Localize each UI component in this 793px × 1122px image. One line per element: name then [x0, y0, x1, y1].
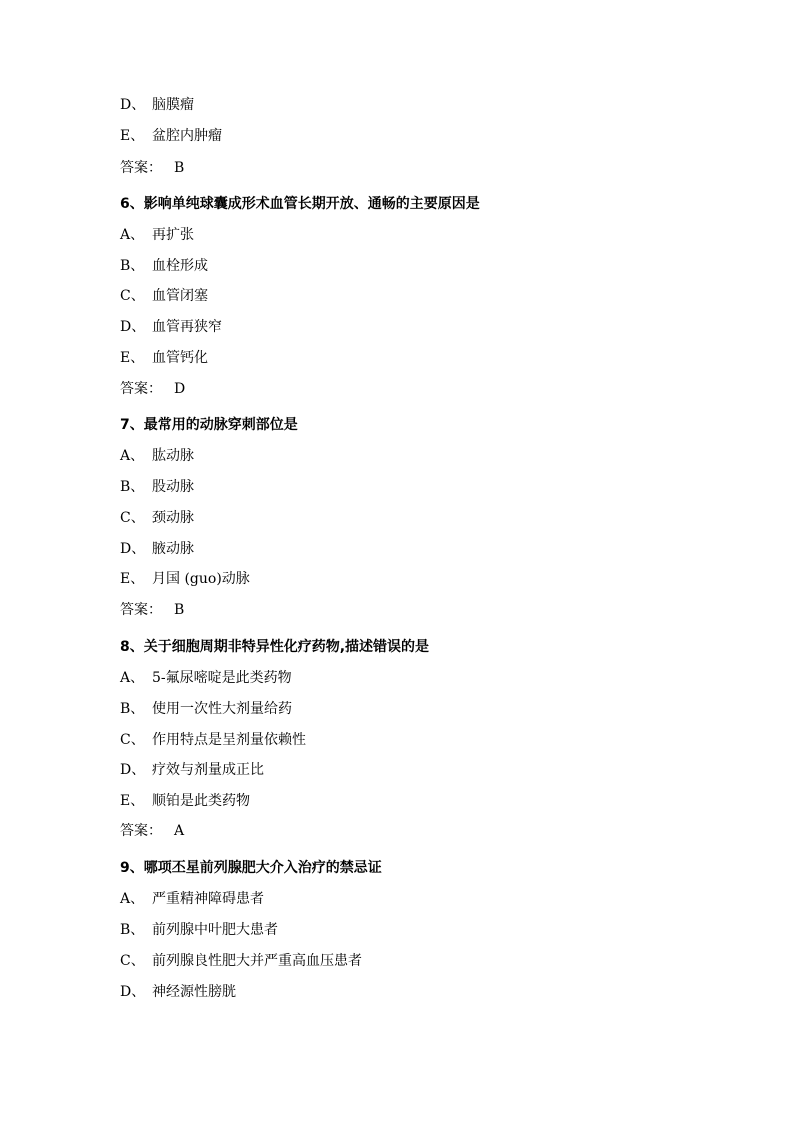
option-letter: C、 [120, 953, 145, 969]
option-line [120, 921, 278, 939]
option-letter: D、 [120, 984, 146, 1000]
option-text: 股动脉 [152, 479, 194, 495]
option-letter: B、 [120, 922, 145, 938]
answer-label: 答案： [120, 602, 162, 618]
option-line [120, 761, 264, 779]
answer-line [120, 822, 184, 840]
answer-label: 答案： [120, 823, 162, 839]
option-text: 血管钙化 [152, 350, 208, 366]
answer-label: 答案： [120, 160, 162, 176]
answer-value: A [174, 823, 185, 839]
option-text: 前列腺中叶肥大患者 [152, 922, 278, 938]
option-text: 血管闭塞 [152, 288, 208, 304]
option-letter: D、 [120, 762, 146, 778]
answer-line [120, 159, 184, 177]
option-line [120, 983, 236, 1001]
answer-label: 答案： [120, 381, 162, 397]
answer-value: D [174, 381, 186, 397]
option-letter: E、 [120, 350, 145, 366]
question-title: 9、哪项丕星前列腺肥大介入治疗的禁忌证 [120, 860, 382, 876]
option-text: 严重精神障碍患者 [152, 891, 264, 907]
option-text: 顺铂是此类药物 [152, 793, 250, 809]
option-text: 使用一次性大剂量给药 [152, 701, 292, 717]
answer-line [120, 601, 184, 619]
option-text: 血管再狭窄 [152, 319, 222, 335]
answer-value: B [174, 602, 185, 618]
option-letter: A、 [120, 448, 145, 464]
question-title: 8、关于细胞周期非特异性化疗药物,描述错误的是 [120, 639, 430, 655]
option-letter: C、 [120, 732, 145, 748]
option-letter: D、 [120, 97, 146, 113]
option-text: 月国 (guo)动脉 [152, 571, 250, 587]
option-text: 腋动脉 [152, 541, 194, 557]
option-line [120, 890, 264, 908]
answer-value: B [174, 160, 185, 176]
option-line [120, 127, 222, 145]
option-line [120, 540, 194, 558]
option-letter: A、 [120, 227, 145, 243]
option-letter: A、 [120, 670, 145, 686]
option-text: 血栓形成 [152, 258, 208, 274]
question-title: 7、最常用的动脉穿刺部位是 [120, 417, 298, 433]
option-line [120, 700, 292, 718]
option-line [120, 952, 362, 970]
option-text: 脑膜瘤 [152, 97, 194, 113]
option-line [120, 447, 194, 465]
option-line [120, 570, 250, 588]
option-text: 5-氟尿嘧啶是此类药物 [152, 670, 292, 686]
option-line [120, 731, 306, 749]
option-line [120, 349, 208, 367]
option-line [120, 669, 292, 687]
option-text: 作用特点是呈剂量依赖性 [152, 732, 306, 748]
option-letter: E、 [120, 571, 145, 587]
option-letter: C、 [120, 510, 145, 526]
option-text: 神经源性膀胱 [152, 984, 236, 1000]
option-letter: E、 [120, 793, 145, 809]
option-line [120, 96, 194, 114]
option-line [120, 318, 222, 336]
answer-line [120, 380, 185, 398]
option-letter: E、 [120, 128, 145, 144]
option-text: 肱动脉 [152, 448, 194, 464]
option-line [120, 287, 208, 305]
option-line [120, 792, 250, 810]
option-line [120, 509, 194, 527]
option-letter: D、 [120, 541, 146, 557]
option-text: 盆腔内肿瘤 [152, 128, 222, 144]
option-letter: A、 [120, 891, 145, 907]
option-letter: C、 [120, 288, 145, 304]
option-letter: B、 [120, 258, 145, 274]
option-text: 疗效与剂量成正比 [152, 762, 264, 778]
option-text: 前列腺良性肥大并严重高血压患者 [152, 953, 362, 969]
option-letter: D、 [120, 319, 146, 335]
option-line [120, 257, 208, 275]
option-line [120, 478, 194, 496]
option-text: 颈动脉 [152, 510, 194, 526]
option-line [120, 226, 194, 244]
option-letter: B、 [120, 479, 145, 495]
question-title: 6、影响单纯球囊成形术血管长期开放、通畅的主要原因是 [120, 196, 480, 212]
option-letter: B、 [120, 701, 145, 717]
option-text: 再扩张 [152, 227, 194, 243]
